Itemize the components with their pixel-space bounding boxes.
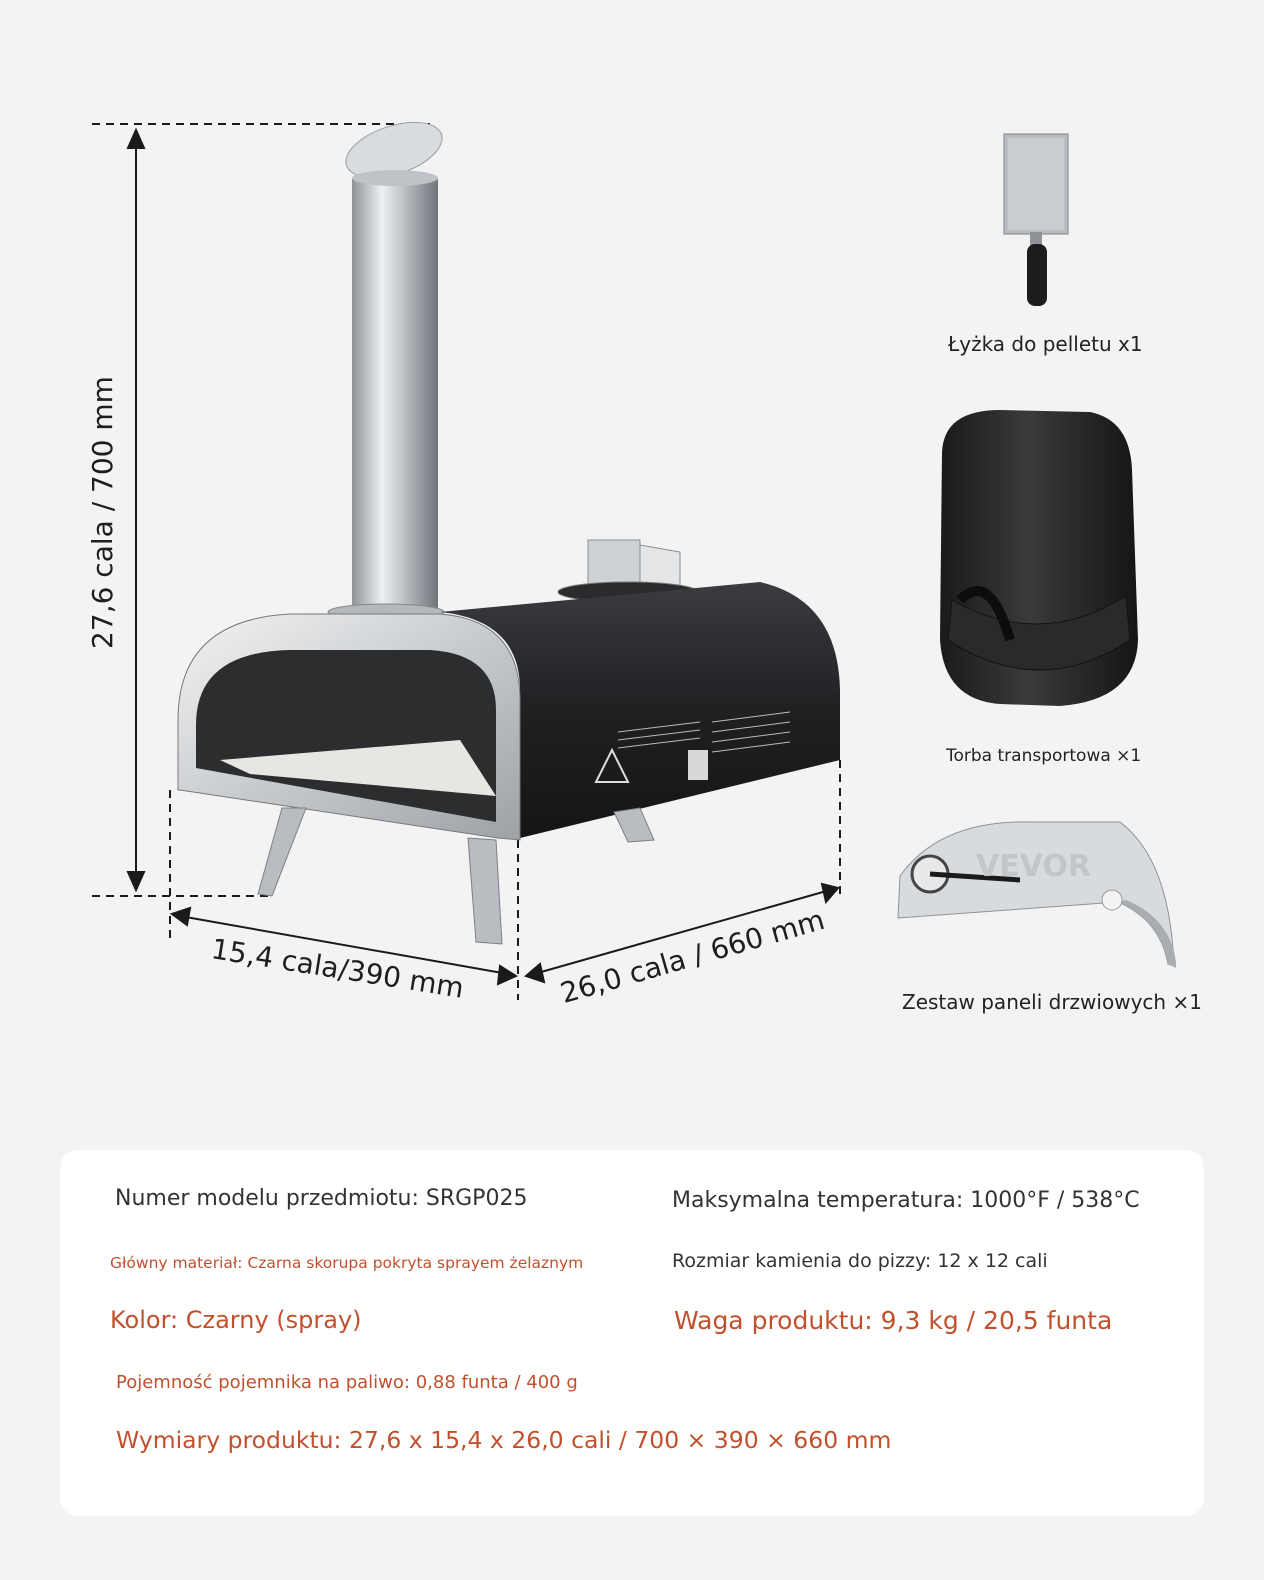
spec-color: Kolor: Czarny (spray) [110,1306,362,1334]
accessory-label-scoop: Łyżka do pelletu x1 [948,332,1143,356]
spec-dimensions: Wymiary produktu: 27,6 x 15,4 x 26,0 cali / 700 × 390 × 660 mm [116,1426,892,1454]
specifications-card [60,1150,1204,1516]
spec-max-temperature: Maksymalna temperatura: 1000°F / 538°C [672,1188,1140,1213]
height-dimension-label: 27,6 cala / 700 mm [85,376,119,649]
depth-dimension-label: 26,0 cala / 660 mm [556,903,829,1010]
vevor-logo: VEVOR [976,849,1092,884]
accessory-label-bag: Torba transportowa ×1 [946,746,1142,766]
oven-body [178,582,840,840]
pellet-scoop-icon [1004,134,1068,306]
chimney [328,112,449,620]
spec-model: Numer modelu przedmiotu: SRGP025 [115,1186,528,1211]
width-dimension-label: 15,4 cala/390 mm [208,932,467,1005]
accessory-label-door-panel: Zestaw paneli drzwiowych ×1 [902,990,1202,1014]
spec-weight: Waga produktu: 9,3 kg / 20,5 funta [674,1306,1113,1335]
dimension-lines [92,124,840,1000]
spec-stone-size: Rozmiar kamienia do pizzy: 12 x 12 cali [672,1250,1048,1272]
spec-fuel-capacity: Pojemność pojemnika na paliwo: 0,88 funta / 400 g [116,1372,578,1393]
spec-material: Główny materiał: Czarna skorupa pokryta sprayem żelaznym [110,1254,584,1272]
carry-bag-icon [940,410,1138,706]
door-panel-icon [898,822,1176,968]
